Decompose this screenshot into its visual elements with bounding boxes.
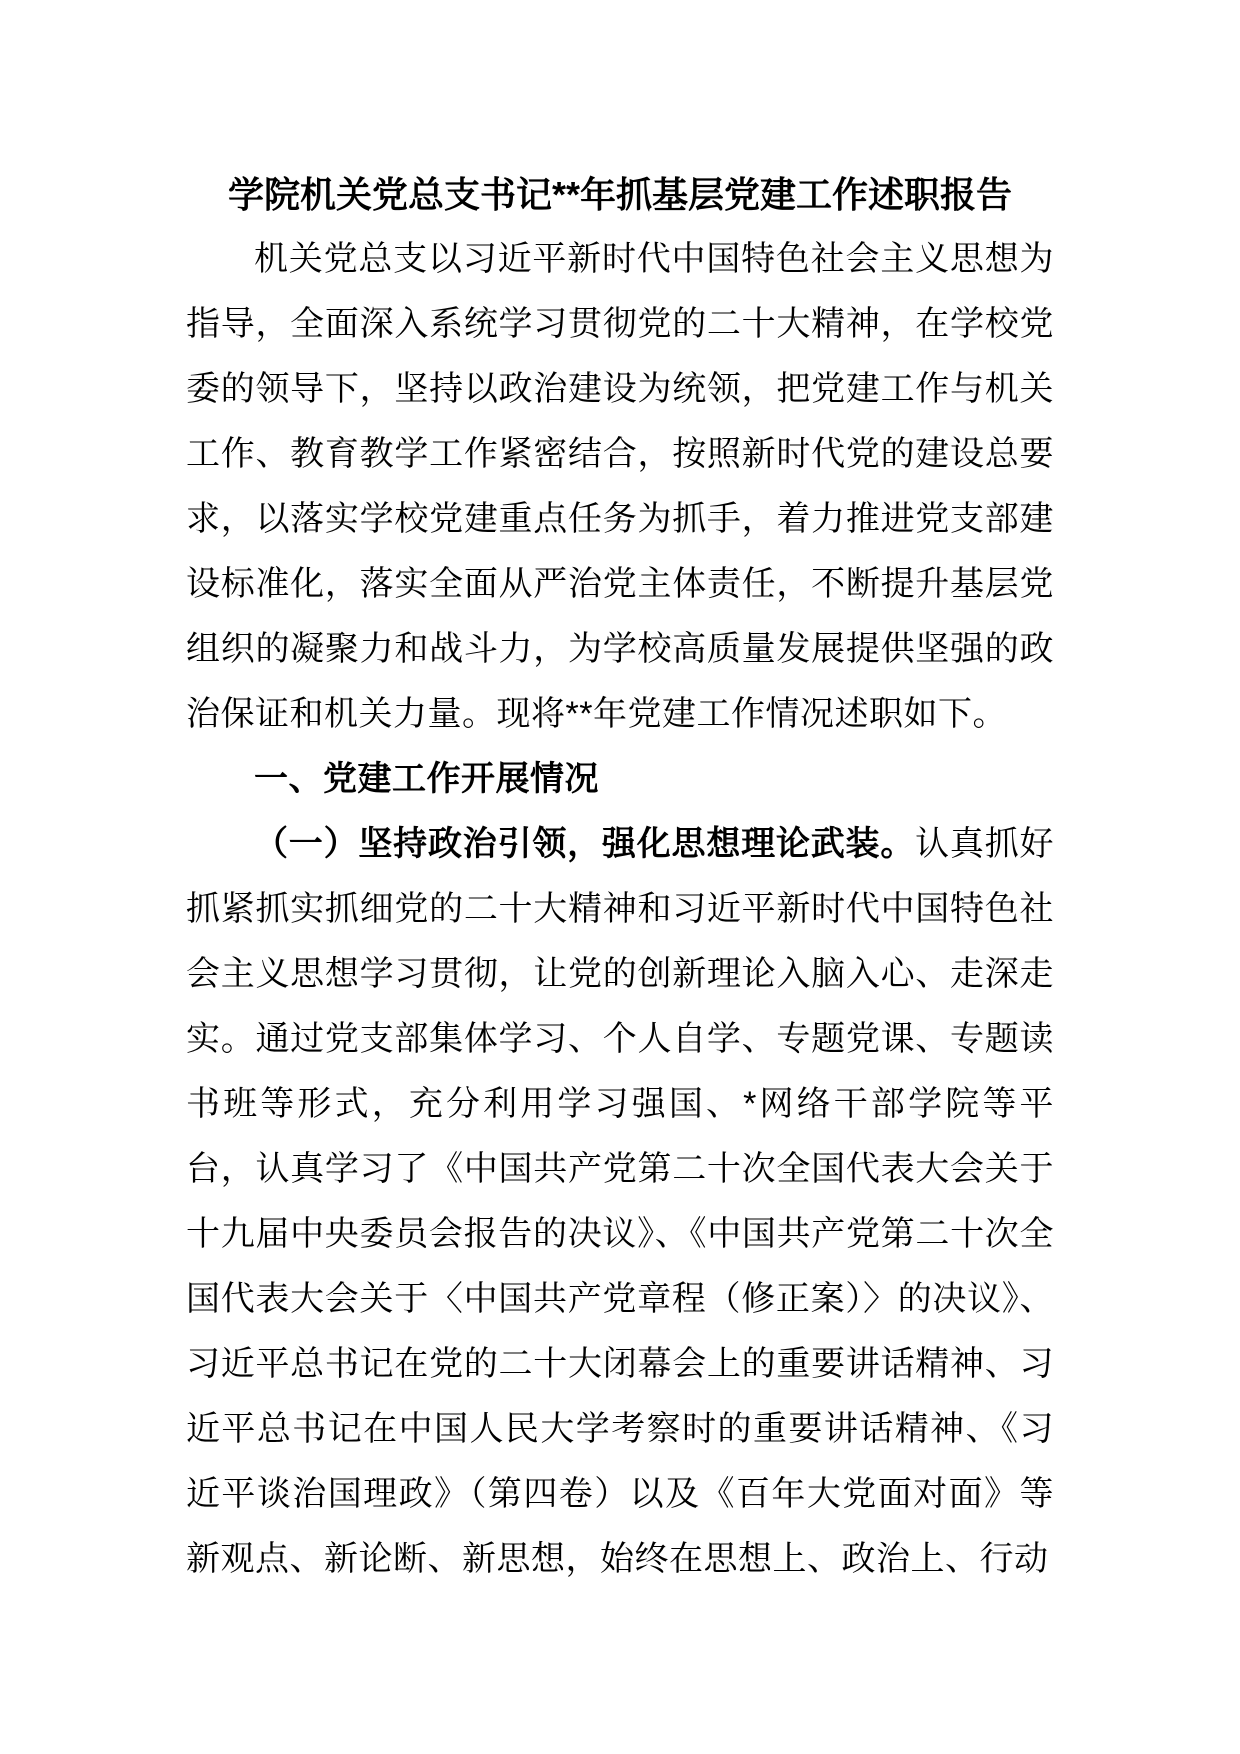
section-1-1-body-text: 认真抓好抓紧抓实抓细党的二十大精神和习近平新时代中国特色社会主义思想学习贯彻，让党的创新理论入脑入心、走深走实。通过党支部集体学习、个人自学、专题党课、专题读书班等形式，充分利用学习强国、*网络干部学院等平台，认真学习了《中国共产党第二十次全国代表大会关于十九届中央委员会报告的决议》、《中国共产党第二十次全国代表大会关于〈中国共产党章程（修正案）〉的决议》、习近平总书记在党的二十大闭幕会上的重要讲话精神、习近平总书记在中国人民大学考察时的重要讲话精神、《习近平谈治国理政》（第四卷）以及《百年大党面对面》等新观点、新论断、新思想，始终在思想上、政治上、行动 — [186, 825, 1055, 1578]
intro-paragraph: 机关党总支以习近平新时代中国特色社会主义思想为指导，全面深入系统学习贯彻党的二十大精神，在学校党委的领导下，坚持以政治建设为统领，把党建工作与机关工作、教育教学工作紧密结合，按照新时代党的建设总要求，以落实学校党建重点任务为抓手，着力推进党支部建设标准化，落实全面从严治党主体责任，不断提升基层党组织的凝聚力和战斗力，为学校高质量发展提供坚强的政治保证和机关力量。现将**年党建工作情况述职如下。 — [186, 240, 1054, 733]
section-1-heading: 一、党建工作开展情况 — [254, 760, 599, 798]
section-1-1-paragraph — [186, 812, 1054, 1592]
section-1-1-lead-bold: （一）坚持政治引领，强化思想理论武装。 — [254, 825, 916, 863]
document-title: 学院机关党总支书记**年抓基层党建工作述职报告 — [227, 174, 1013, 215]
